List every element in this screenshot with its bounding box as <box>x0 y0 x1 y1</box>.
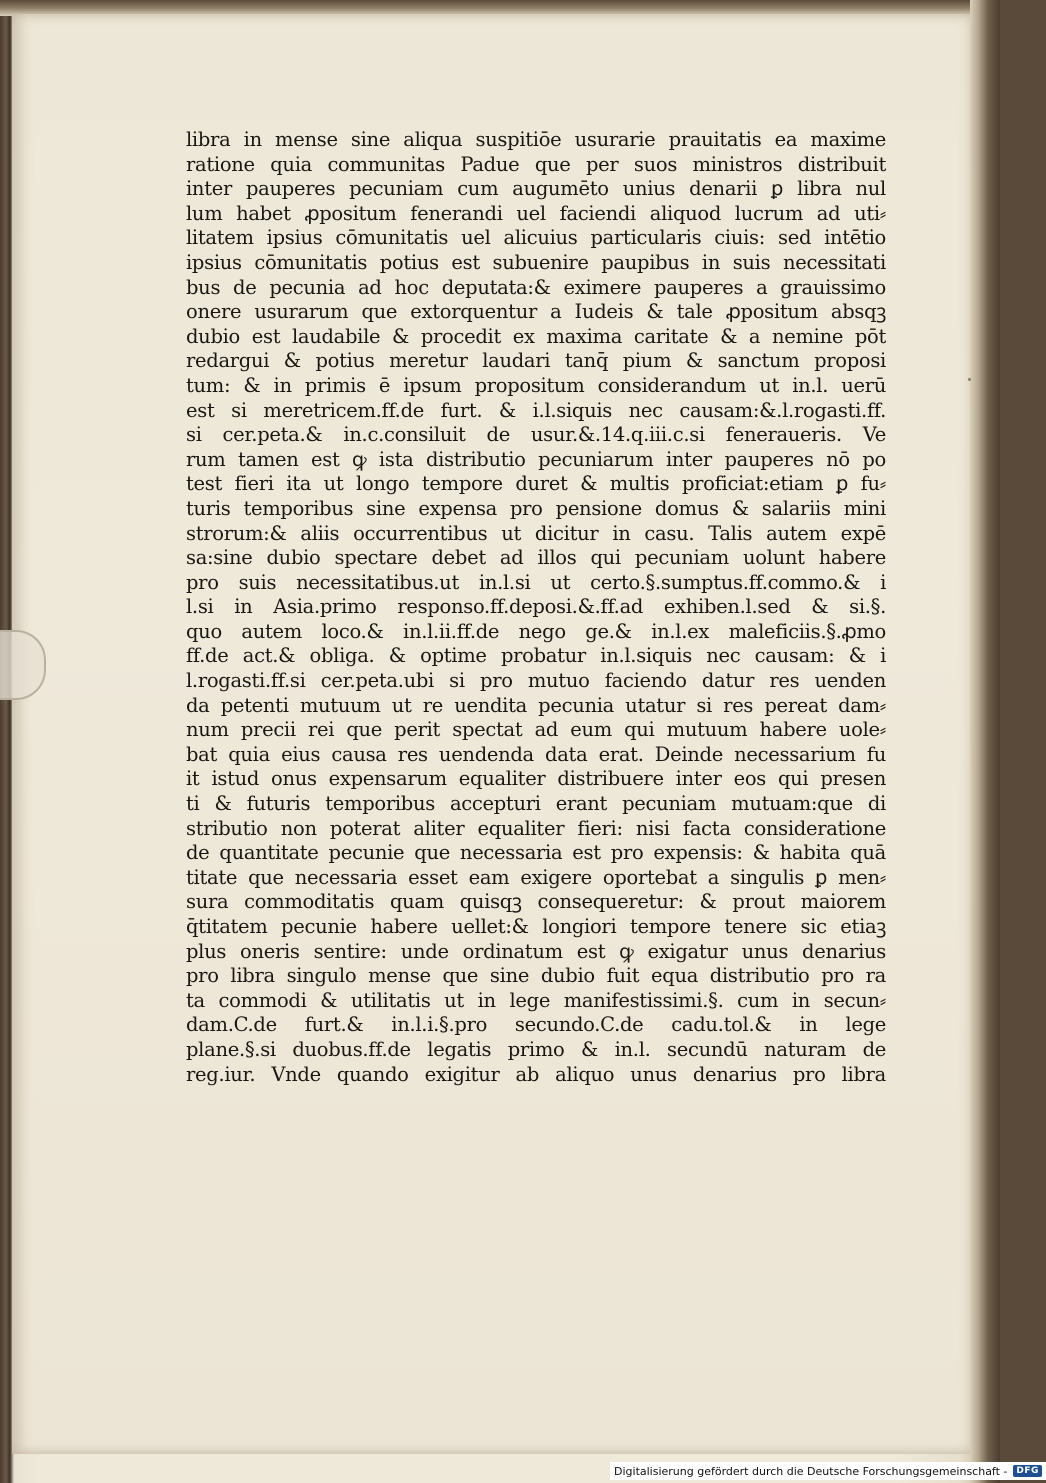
text-line: lum habet ꝓpositum fenerandi uel faciendi aliquod lucrum ad uti⸗ <box>186 201 886 225</box>
text-line: l.rogasti.ff.si cer.peta.ubi si pro mutuo faciendo datur res uenden <box>186 669 886 693</box>
text-line: stributio non poterat aliter equaliter fieri: nisi facta consideratione <box>186 816 886 840</box>
text-line: test fieri ita ut longo tempore duret & multis proficiat:etiam ꝑ fu⸗ <box>186 472 886 496</box>
text-line: dam.C.de furt.& in.l.i.§.pro secundo.C.de cadu.tol.& in lege <box>186 1013 886 1037</box>
text-line: si cer.peta.& in.c.consiluit de usur.&.14.q.iii.c.si feneraueris. Ve <box>186 423 886 447</box>
text-line: litatem ipsius cōmunitatis uel alicuius particularis ciuis: sed intētio <box>186 226 886 250</box>
text-line: pro libra singulo mense que sine dubio fuit equa distributio pro ra <box>186 964 886 988</box>
text-line: bat quia eius causa res uendenda data erat. Deinde necessarium fu <box>186 742 886 766</box>
text-line: quo autem loco.& in.l.ii.ff.de nego ge.& in.l.ex maleficiis.§.ꝓmo <box>186 619 886 643</box>
text-line: ff.de act.& obliga. & optime probatur in.l.siquis nec causam: & i <box>186 644 886 668</box>
text-line: l.si in Asia.primo responso.ff.deposi.&.ff.ad exhiben.l.sed & si.§. <box>186 595 886 619</box>
text-line: plus oneris sentire: unde ordinatum est ꝙ exigatur unus denarius <box>186 939 886 963</box>
text-line: sa:sine dubio spectare debet ad illos qui pecuniam uolunt habere <box>186 546 886 570</box>
text-line: onere usurarum que extorquentur a Iudeis & tale ꝓpositum absqꝫ <box>186 300 886 324</box>
text-line: dubio est laudabile & procedit ex maxima caritate & a nemine pōt <box>186 324 886 348</box>
text-line: ratione quia communitas Padue que per suos ministros distribuit <box>186 152 886 176</box>
text-line: tum: & in primis ē ipsum propositum considerandum ut in.l. uerū <box>186 373 886 397</box>
text-line: de quantitate pecunie que necessaria est pro expensis: & habita quā <box>186 841 886 865</box>
text-line: da petenti mutuum ut re uendita pecunia utatur si res pereat dam⸗ <box>186 693 886 717</box>
text-line: reg.iur. Vnde quando exigitur ab aliquo unus denarius pro libra <box>186 1062 886 1086</box>
text-line: titate que necessaria esset eam exigere oportebat a singulis ꝑ men⸗ <box>186 865 886 889</box>
text-line: bus de pecunia ad hoc deputata:& eximere pauperes a grauissimo <box>186 275 886 299</box>
dfg-logo: DFG <box>1013 1465 1042 1477</box>
text-line: rum tamen est ꝙ ista distributio pecuniarum inter pauperes nō po <box>186 447 886 471</box>
text-line: inter pauperes pecuniam cum augumēto unius denarii ꝑ libra nul <box>186 177 886 201</box>
text-line: plane.§.si duobus.ff.de legatis primo & in.l. secundū naturam de <box>186 1037 886 1061</box>
text-line: strorum:& aliis occurrentibus ut dicitur in casu. Talis autem expē <box>186 521 886 545</box>
text-line: ta commodi & utilitatis ut in lege manifestissimi.§. cum in secun⸗ <box>186 988 886 1012</box>
footer-text: Digitalisierung gefördert durch die Deutsche Forschungsgemeinschaft - <box>614 1464 1008 1478</box>
text-line: libra in mense sine aliqua suspitiōe usurarie prauitatis ea maxime <box>186 128 886 151</box>
text-line: it istud onus expensarum equaliter distribuere inter eos qui presen <box>186 767 886 791</box>
book-fore-edge <box>970 0 1000 1483</box>
text-line: turis temporibus sine expensa pro pensione domus & salariis mini <box>186 496 886 520</box>
text-line: ti & futuris temporibus accepturi erant pecuniam mutuam:que di <box>186 792 886 816</box>
paper-speck <box>968 378 971 381</box>
text-line: q̄titatem pecunie habere uellet:& longiori tempore tenere sic etiaꝫ <box>186 915 886 938</box>
text-line: pro suis necessitatibus.ut in.l.si ut certo.§.sumptus.ff.commo.& i <box>186 570 886 594</box>
text-line: num precii rei que perit spectat ad eum qui mutuum habere uole⸗ <box>186 718 886 742</box>
body-text <box>186 128 886 1087</box>
text-line: redargui & potius meretur laudari tanq̄ pium & sanctum proposi <box>186 349 886 373</box>
text-line: ipsius cōmunitatis potius est subuenire paupibus in suis necessitati <box>186 250 886 274</box>
text-line: sura commoditatis quam quisqꝫ consequeretur: & prout maiorem <box>186 890 886 914</box>
footer-credit <box>610 1462 1046 1480</box>
text-line: est si meretricem.ff.de furt. & i.l.siquis nec causam:&.l.rogasti.ff. <box>186 398 886 422</box>
